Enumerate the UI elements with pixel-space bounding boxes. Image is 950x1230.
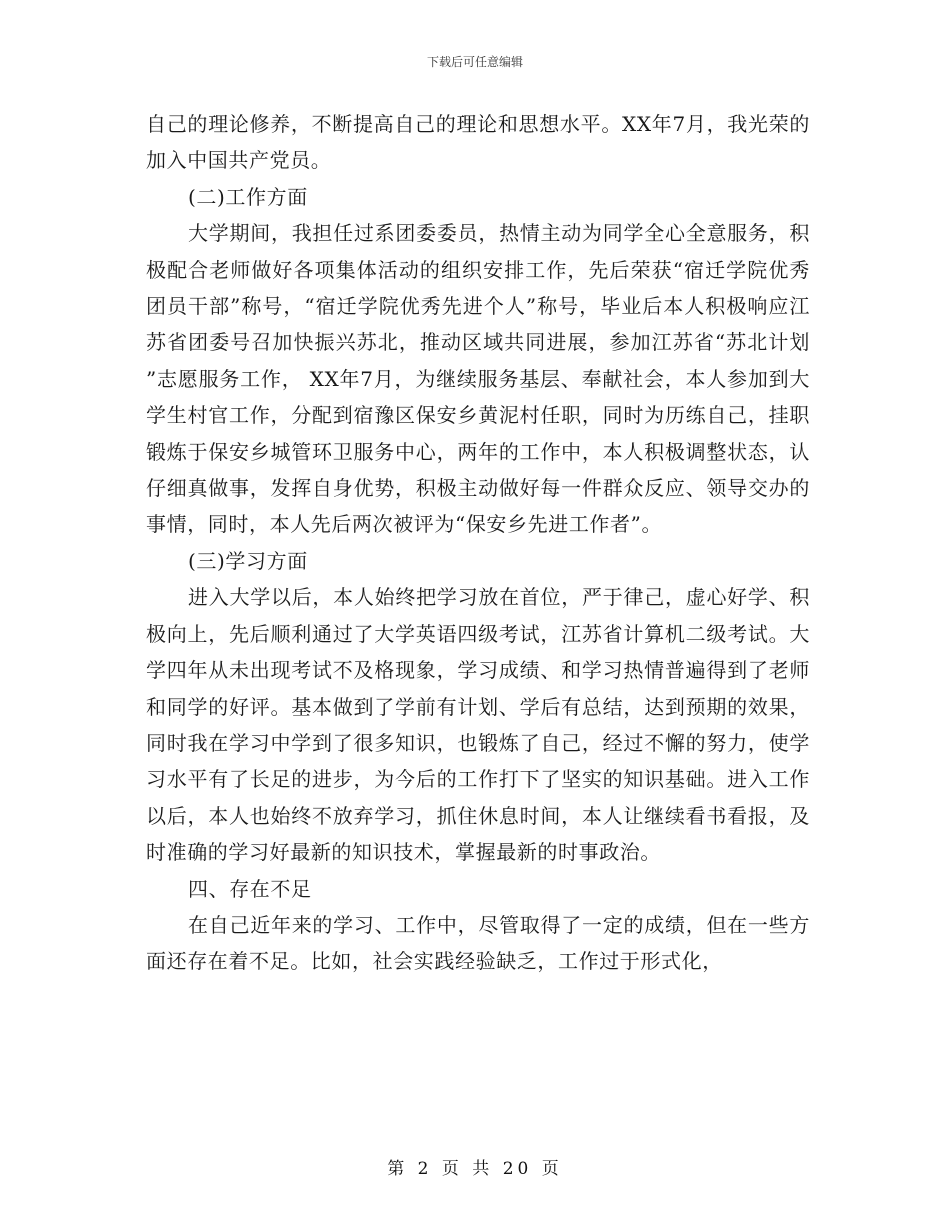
page-number: 第 2 页 共 20 页 [387, 1159, 563, 1179]
paragraph-work: 大学期间，我担任过系团委委员，热情主动为同学全心全意服务，积极配合老师做好各项集体活动的组织安排工作，先后荣获“宿迁学院优秀团员干部”称号，“宿迁学院优秀先进个人”称号，毕业后本人积极响应江苏省团委号召加快振兴苏北，推动区域共同进展，参加江苏省“苏北计划 ”志愿服务工作， XX年7月，为继续服务基层、奉献社会，本人参加到大学生村官工作，分配到宿豫区保安乡黄泥村任职，同时为历练自己，挂职锻炼于保安乡城管环卫服务中心，两年的工作中，本人积极调整状态，认仔细真做事，发挥自身优势，积极主动做好每一件群众反应、领导交办的事情，同时，本人先后两次被评为“保安乡先进工作者”。 [146, 221, 810, 537]
section-heading-work: (二)工作方面 [188, 184, 308, 209]
section-heading-study: (三)学习方面 [188, 548, 308, 573]
page-header: 下载后可任意编辑 [426, 55, 523, 69]
section-heading-shortcomings: 四、存在不足 [188, 876, 312, 901]
paragraph-party-membership: 自己的理论修养，不断提高自己的理论和思想水平。XX年7月，我光荣的加入中国共产党员。 [146, 112, 810, 173]
paragraph-study: 进入大学以后，本人始终把学习放在首位，严于律己，虚心好学、积极向上，先后顺利通过了大学英语四级考试，江苏省计算机二级考试。大学四年从未出现考试不及格现象，学习成绩、和学习热情普遍得到了老师和同学的好评。基本做到了学前有计划、学后有总结，达到预期的效果，同时我在学习中学到了很多知识，也锻炼了自己，经过不懈的努力，使学习水平有了长足的进步，为今后的工作打下了坚实的知识基础。进入工作以后，本人也始终不放弃学习，抓住休息时间，本人让继续看书看报，及时准确的学习好最新的知识技术，掌握最新的时事政治。 [146, 585, 810, 865]
paragraph-shortcomings: 在自己近年来的学习、工作中，尽管取得了一定的成绩，但在一些方面还存在着不足。比如，社会实践经验缺乏，工作过于形式化， [146, 912, 810, 974]
document-body [146, 106, 810, 980]
